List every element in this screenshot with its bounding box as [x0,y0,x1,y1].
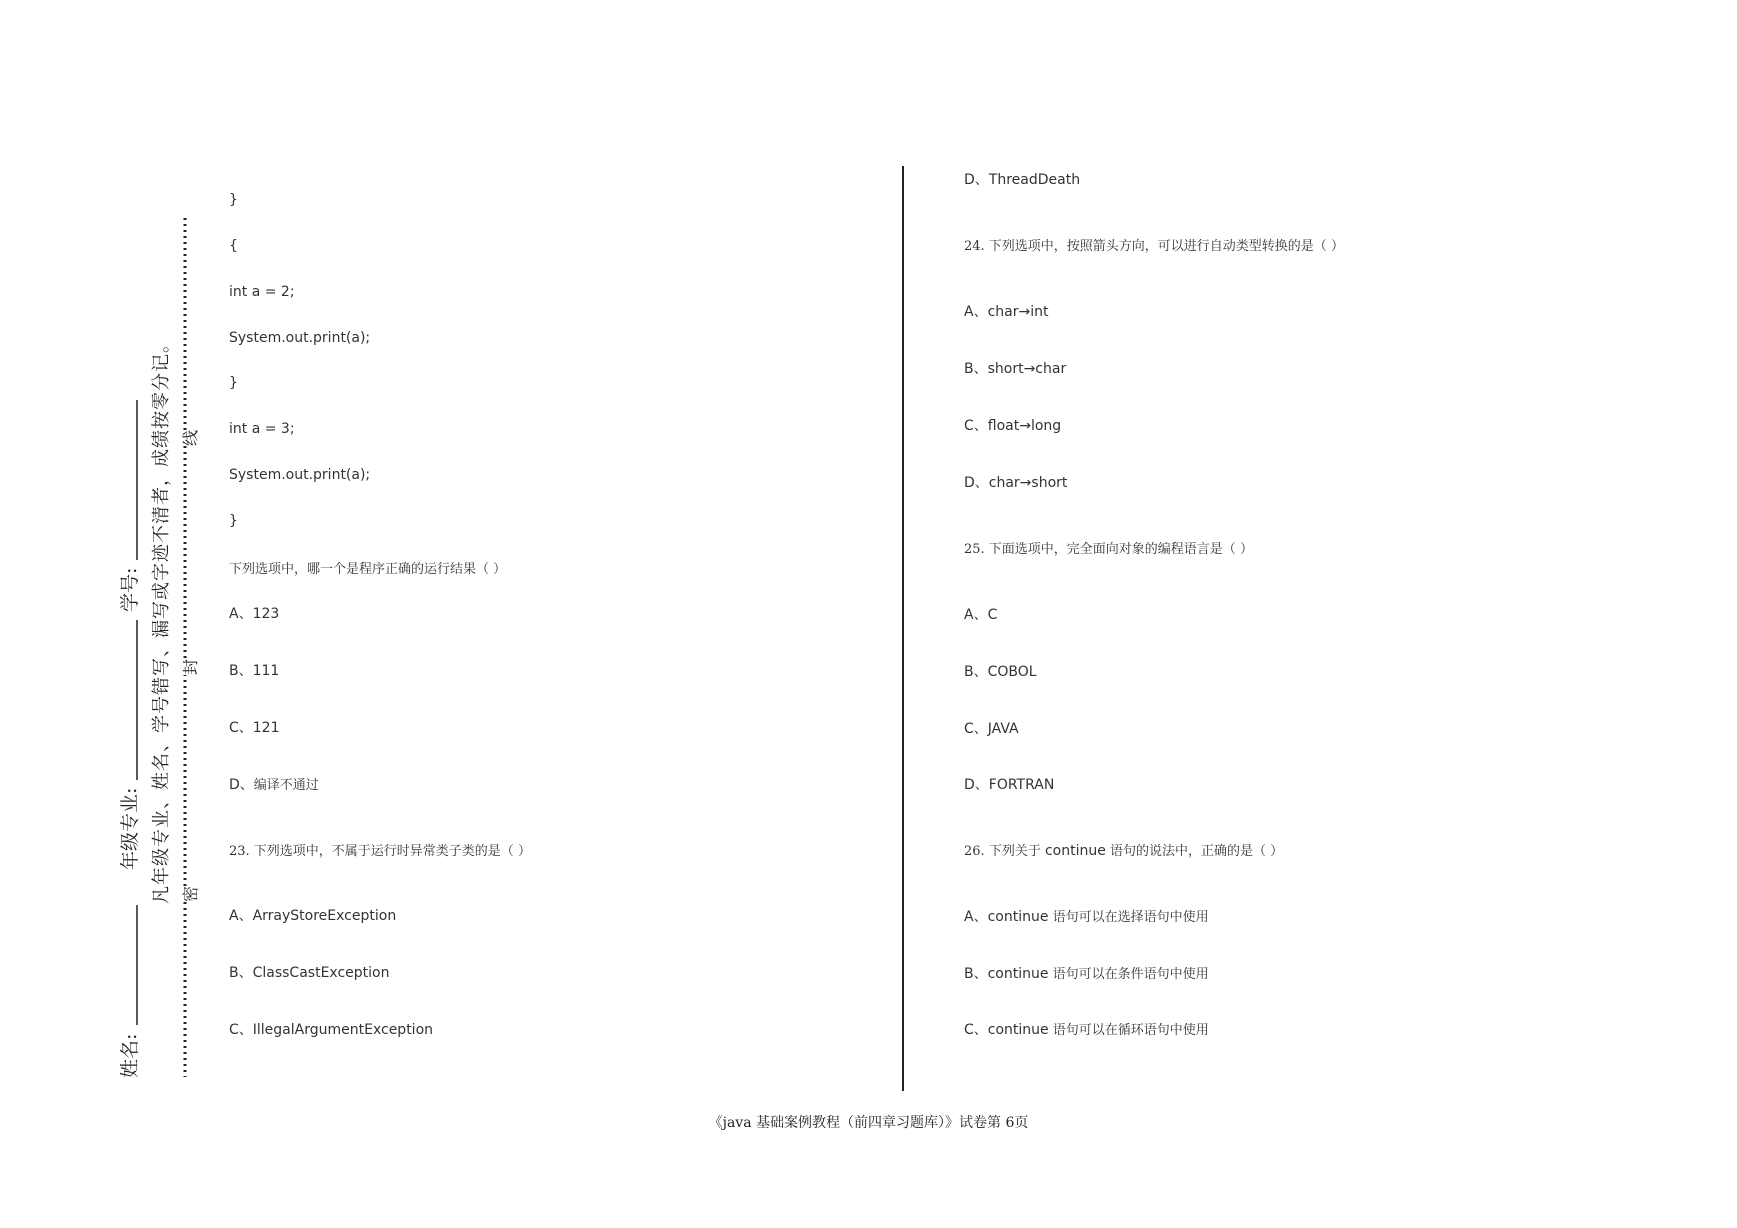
q22-option-a: A、123 [229,606,280,622]
q22-option-d [229,774,319,794]
option-text: 语句可以在循环语句中使用 [1048,1023,1209,1038]
q23-option-a: A、ArrayStoreException [229,908,397,924]
q24-option-d: D、char→short [964,475,1068,491]
question-keyword: continue [1044,843,1106,859]
option-text: 编译不通过 [253,778,319,793]
q26-option-b [964,963,1209,983]
q26-option-c [964,1019,1209,1039]
code-line: } [229,192,238,208]
code-line: System.out.print(a); [229,330,371,346]
question-23: 23. 下列选项中，不属于运行时异常类子类的是（ ） [229,844,531,859]
q26-option-a [964,906,1209,926]
question-24: 24. 下列选项中，按照箭头方向，可以进行自动类型转换的是（ ） [964,239,1344,254]
q23-option-c: C、IllegalArgumentException [229,1022,434,1038]
question-25: 25. 下面选项中，完全面向对象的编程语言是（ ） [964,542,1253,557]
q24-option-c: C、float→long [964,418,1062,434]
code-line: int a = 2; [229,284,295,300]
q23-option-d: D、ThreadDeath [964,172,1081,188]
page-footer: 《java 基础案例教程（前四章习题库）》试卷第 6页 [708,1115,1029,1131]
q23-option-b: B、ClassCastException [229,965,390,981]
question-number: 26. [964,844,989,859]
question-22-prompt: 下列选项中，哪一个是程序正确的运行结果（ ） [229,562,507,577]
option-prefix: B、continue [964,966,1049,982]
seal-word-mi: 密 [178,886,201,902]
seal-word-xian: 线 [178,430,201,446]
code-line: } [229,375,238,391]
option-text: 语句可以在条件语句中使用 [1048,967,1209,982]
option-prefix: D、 [229,777,254,793]
q24-option-a: A、char→int [964,304,1049,320]
code-line: { [229,238,238,254]
code-line: System.out.print(a); [229,467,371,483]
q24-option-b: B、short→char [964,361,1067,377]
code-line: int a = 3; [229,421,295,437]
grade-label: 年级专业: [119,787,141,870]
q22-option-c: C、121 [229,720,280,736]
question-26 [964,840,1283,859]
student-id-label: 学号: [119,567,141,612]
column-divider [902,166,904,1091]
code-line: } [229,513,238,529]
q25-option-b: B、COBOL [964,664,1037,680]
binding-notice: 凡年级专业、姓名、学号错写、漏写或字迹不清者，成绩按零分记。 [151,334,172,904]
question-text-pre: 下列关于 [988,844,1045,859]
q22-option-b: B、111 [229,663,280,679]
option-prefix: C、continue [964,1022,1049,1038]
q25-option-d: D、FORTRAN [964,777,1055,793]
option-text: 语句可以在选择语句中使用 [1048,910,1209,925]
seal-word-feng: 封 [178,659,201,675]
question-text-post: 语句的说法中，正确的是（ ） [1105,844,1284,859]
name-label: 姓名: [119,1033,141,1078]
option-prefix: A、continue [964,909,1049,925]
q25-option-c: C、JAVA [964,721,1019,737]
q25-option-a: A、C [964,607,998,623]
